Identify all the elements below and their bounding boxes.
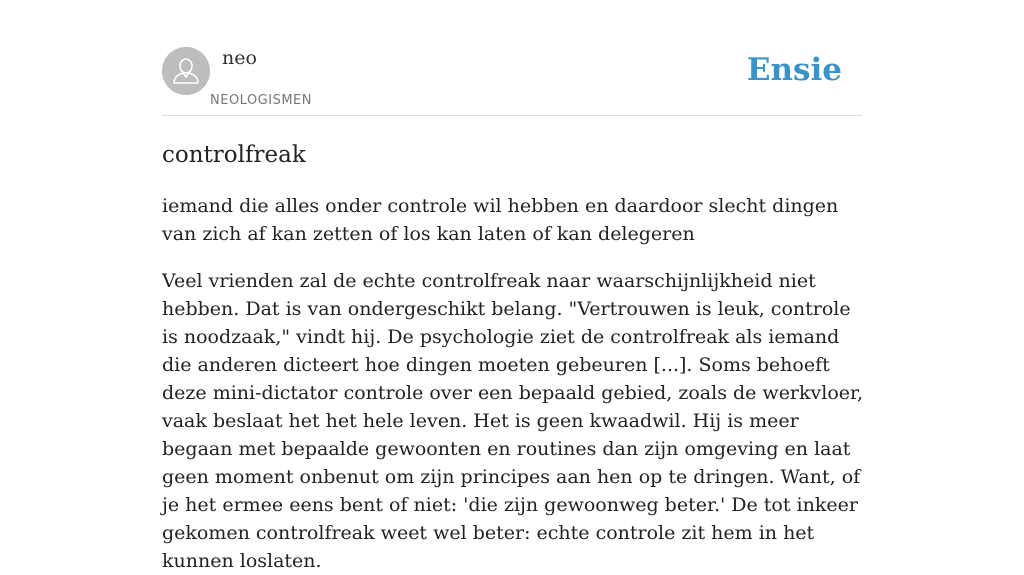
author-name[interactable]: neo [222, 47, 257, 69]
ensie-logo[interactable]: Ensie [746, 52, 842, 88]
category-link[interactable]: NEOLOGISMEN [210, 93, 312, 108]
entry-header [162, 0, 862, 116]
author-avatar[interactable] [162, 47, 210, 95]
entry-term: controlfreak [162, 142, 306, 168]
entry-example: Veel vrienden zal de echte controlfreak naar waarschijnlijkheid niet hebben. Dat is van ondergeschikt belang. "Vertrouwen is leuk, controle is noodzaak," vindt hij. De psychologie ziet de controlfreak als iemand die anderen dicteert hoe dingen moeten gebeuren [...]. Soms behoeft deze mini-dictator controle over een bepaald gebied, zoals de werkvloer, vaak beslaat het het hele leven. Het is geen kwaadwil. Hij is meer begaan met bepaalde gewoonten en routines dan zijn omgeving en laat geen moment onbenut om zijn principes aan hen op te dringen. Want, of je het ermee eens bent of niet: 'die zijn gewoonweg beter.' De tot inkeer gekomen controlfreak weet wel beter: echte controle zit hem in het kunnen loslaten. [162, 270, 864, 572]
entry-card [162, 0, 864, 572]
user-silhouette-icon [162, 47, 210, 95]
entry-definition: iemand die alles onder controle wil hebben en daardoor slecht dingen van zich af kan zetten of los kan laten of kan delegeren [162, 195, 839, 245]
